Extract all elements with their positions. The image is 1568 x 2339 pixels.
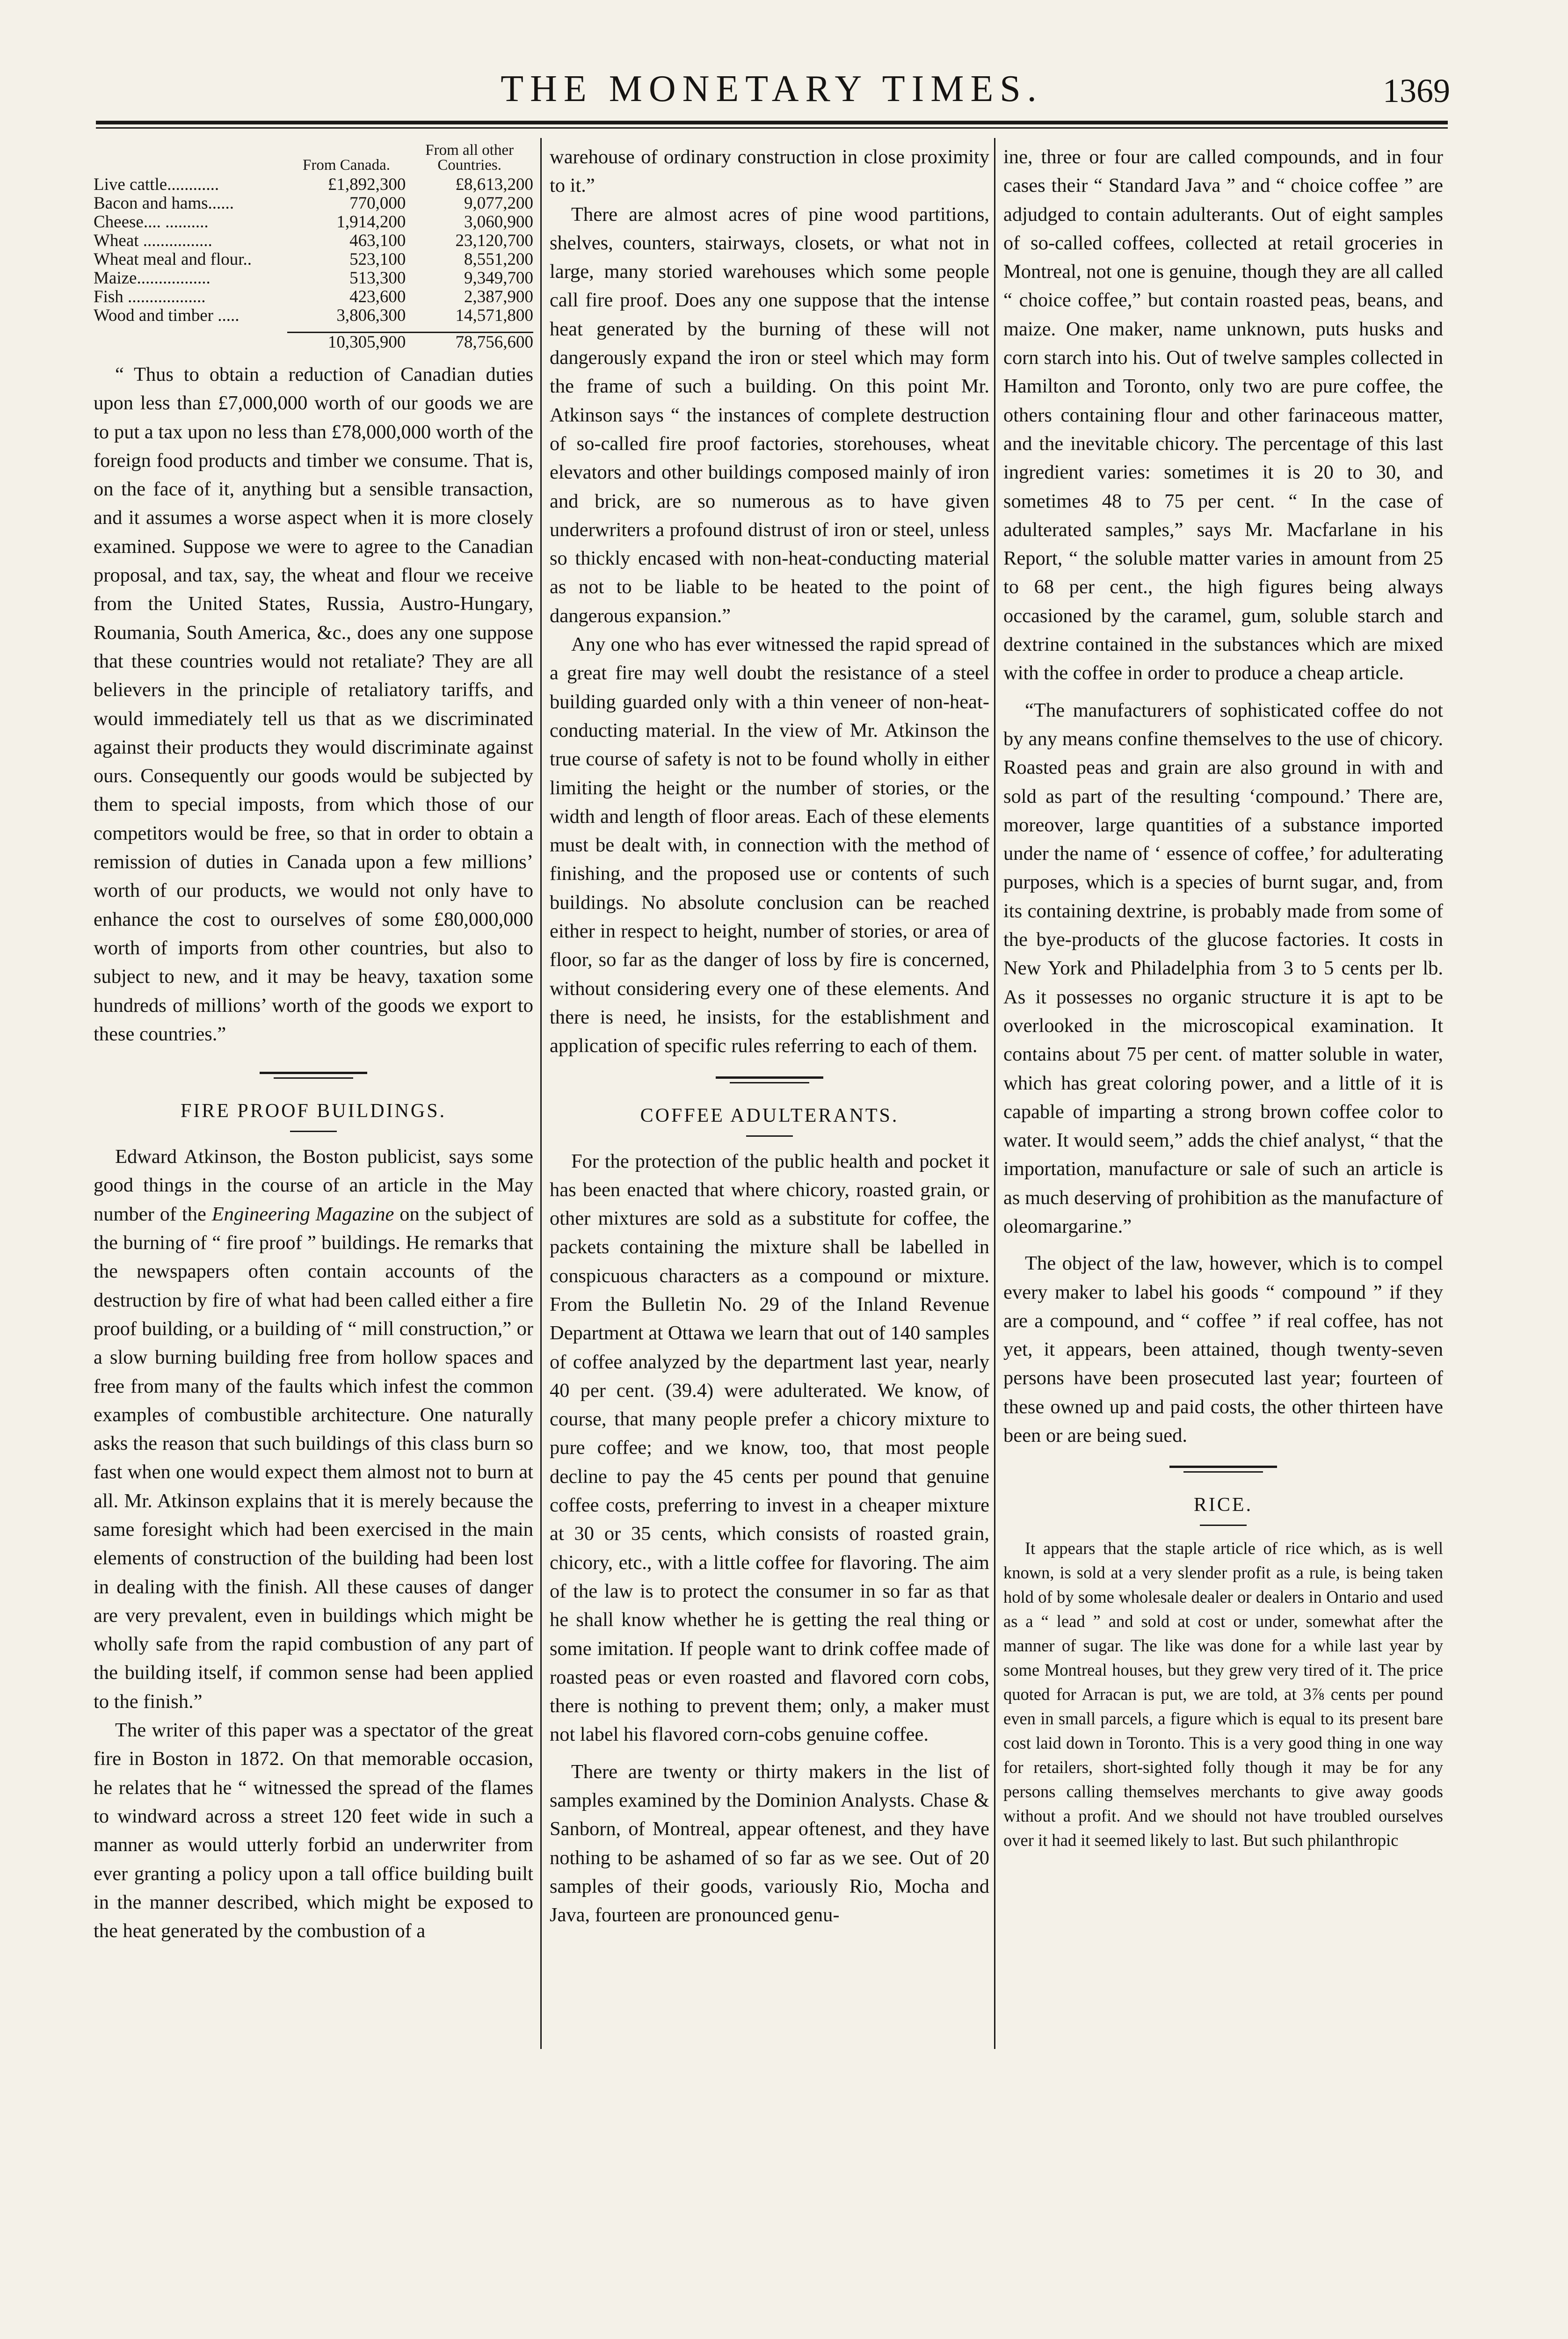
- section-heading-fire-proof: FIRE PROOF BUILDINGS.: [180, 1100, 447, 1122]
- trade-canada-value: 770,000: [349, 194, 406, 213]
- article-paragraph: It appears that the staple article of rice which, as is well known, is sold at a very slender profit as a rule, is being taken hold of by some wholesale dealer or dealers in Ontario and used as a “ lead ” and sold at cost or under, somewhat after the manner of sugar. The like was done for a while last year by some Montreal houses, but they grew very tired of it. The price quoted for Arracan is put, we are told, at 3⅞ cents per pound even in small parcels, a figure which is equal to its present bare cost laid down in Toronto. This is a very good thing in one way for retailers, short-sighted folly though it may be for any persons calling themselves merchants to give away goods without a profit. And we should not have troubled ourselves over it had it seemed likely to last. But such philanthropic: [1003, 1539, 1443, 1850]
- trade-all-value: 23,120,700: [455, 231, 533, 250]
- column-1: [94, 143, 533, 1945]
- article-paragraph: “ Thus to obtain a reduction of Canadian duties upon less than £7,000,000 worth of our goods we are to put a tax upon no less than £78,000,000 worth of the foreign food products and timber we consume. That is, on the face of it, anything but a sensible transaction, and it assumes a worse aspect when it is more closely examined. Suppose we were to agree to the Canadian proposal, and tax, say, the wheat and flour we receive from the United States, Russia, Austro-Hungary, Roumania, South America, &c., does any one suppose that these countries would not retaliate? They are all believers in the principle of retaliatory tariffs, and would immediately tell us that as we discriminated against their products they would discriminate against ours. Consequently our goods would be subjected by them to special imposts, from which those of our competitors would be free, so that in order to obtain a remission of duties in Canada upon a few millions’ worth of our products, we would not only have to enhance the cost to ourselves of some £80,000,000 worth of imports from other countries, but also to subject to new, and it may be heavy, taxation some hundreds of millions’ worth of the goods we export to these countries.”: [94, 363, 533, 1045]
- column-2: [550, 143, 989, 1930]
- text-run: Edward Atkinson, the Boston publicist, says some good things in the course of an article in the May number of the: [94, 1146, 533, 1225]
- trade-item: Fish ..................: [94, 287, 206, 306]
- article-paragraph: The writer of this paper was a spectator of the great fire in Boston in 1872. On that memorable occasion, he relates that he “ witnessed the spread of the flames to windward across a street 120 feet wide in such a manner as would utterly forbid an underwriter from ever granting a policy upon a tall office building built in the manner described, which might be exposed to the heat generated by the combustion of a: [94, 1719, 533, 1942]
- article-paragraph: [94, 1142, 533, 1716]
- trade-all-value: £8,613,200: [455, 175, 533, 194]
- trade-all-value: 9,349,700: [464, 269, 533, 288]
- table-row: [94, 288, 533, 306]
- trade-item: Cheese.... ..........: [94, 212, 209, 232]
- trade-item: Live cattle............: [94, 175, 219, 194]
- column-divider: [994, 138, 995, 2049]
- section-separator: [1003, 1461, 1443, 1480]
- section-separator: [550, 1072, 989, 1090]
- article-paragraph: The object of the law, however, which is to compel every maker to label his goods “ compound ” if they are a compound, and “ coffee ” if real coffee, has not yet, it appears, been attained, though twenty-seven persons have been prosecuted last year; fourteen of these owned up and paid costs, the other thirteen have been or are being sued.: [1003, 1252, 1443, 1447]
- article-paragraph: There are twenty or thirty makers in the list of samples examined by the Dominion Analysts. Chase & Sanborn, of Montreal, appear oftenest, and they have nothing to be ashamed of so far as we see. Out of 20 samples of their goods, variously Rio, Mocha and Java, fourteen are pronounced genu-: [550, 1760, 989, 1926]
- table-row: [94, 306, 533, 325]
- article-paragraph: “The manufacturers of sophisticated coffee do not by any means confine themselves to the use of chicory. Roasted peas and grain are also ground in with and sold as part of the resulting ‘compound.’ There are, moreover, large quantities of a substance imported under the name of ‘ essence of coffee,’ for adulterating purposes, which is a species of burnt sugar, and, from its containing dextrine, is probably made from some of the bye-products of the glucose factories. It costs in New York and Philadelphia from 3 to 5 cents per lb. As it possesses no organic structure it is apt to be overlooked in the microscopical examination. It contains about 75 per cent. of matter soluble in water, which has great coloring power, and a little of it is capable of imparting a strong brown coffee color to water. It would seem,” adds the chief analyst, “ that the importation, manufacture or sale of such an article is as much deserving of prohibition as the manufacture of oleomargarine.”: [1003, 699, 1443, 1237]
- column-3: [1003, 143, 1443, 1852]
- separator-rule: [260, 1072, 367, 1074]
- separator-rule: [274, 1077, 353, 1079]
- page-number: 1369: [1383, 72, 1450, 109]
- trade-table: [94, 143, 533, 352]
- separator-rule: [716, 1076, 823, 1079]
- masthead: [94, 65, 1450, 117]
- article-paragraph: There are almost acres of pine wood partitions, shelves, counters, stairways, closets, or what not in large, many storied warehouses which some people call fire proof. Does any one suppose that the intense heat generated by the burning of these will not dangerously expand the iron or steel which may form the frame of such a building. On this point Mr. Atkinson says “ the instances of complete destruction of so-called fire proof factories, storehouses, wheat elevators and other buildings composed mainly of iron and brick, are so numerous as to have given underwriters a profound distrust of iron or steel, unless so thickly encased with non-heat-conducting material as not to be liable to be heated to the point of dangerous expansion.”: [550, 203, 989, 627]
- masthead-title: THE MONETARY TIMES.: [501, 68, 1043, 109]
- trade-all-value: 3,060,900: [464, 212, 533, 232]
- section-separator: [94, 1067, 533, 1086]
- trade-item: Wheat ................: [94, 231, 212, 250]
- trade-item: Wood and timber .....: [94, 306, 240, 325]
- rice-article: [1003, 1536, 1443, 1852]
- table-row: [94, 194, 533, 213]
- trade-total-all: [406, 325, 533, 352]
- table-total-row: [94, 325, 533, 352]
- trade-canada-value: £1,892,300: [327, 175, 406, 194]
- trade-all-value: 8,551,200: [464, 250, 533, 269]
- article-paragraph: warehouse of ordinary construction in close proximity to it.”: [550, 146, 989, 197]
- table-row: [94, 250, 533, 269]
- text-run: on the subject of the burning of “ fire proof ” buildings. He remarks that the newspapers often contain accounts of the destruction by fire of what had been called either a fire proof building, or a building of “ mill construction,” or a slow burning building free from hollow spaces and free from many of the faults which infest the common examples of combustible architecture. One naturally asks the reason that such buildings of this class burn so fast when one would expect them almost not to burn at all. Mr. Atkinson explains that it is merely because the same foresight which had been exercised in the main elements of construction of the building had been lost in dealing with the finish. All these causes of danger are very prevalent, even in buildings which might be wholly safe from the rapid combustion of any part of the building itself, if common sense had been applied to the finish.”: [94, 1203, 533, 1713]
- trade-item: Maize.................: [94, 269, 211, 288]
- separator-rule: [1183, 1471, 1263, 1473]
- heading-underline: [290, 1131, 337, 1132]
- heading-underline: [1200, 1525, 1247, 1526]
- trade-canada-value: 423,600: [349, 287, 406, 306]
- trade-item: Wheat meal and flour..: [94, 250, 252, 269]
- column-divider: [540, 138, 542, 2049]
- trade-canada-value: 3,806,300: [336, 306, 406, 325]
- trade-total-label: [94, 325, 287, 352]
- trade-total-all-value: 78,756,600: [455, 333, 533, 352]
- trade-canada-value: 463,100: [349, 231, 406, 250]
- trade-all-value: 9,077,200: [464, 194, 533, 213]
- separator-rule: [730, 1082, 809, 1083]
- trade-total-canada: [287, 325, 406, 352]
- section-heading-rice: RICE.: [1193, 1494, 1253, 1516]
- publication-title: Engineering Magazine: [211, 1203, 394, 1225]
- article-paragraph: ine, three or four are called compounds, and in four cases their “ Standard Java ” and “ choice coffee ” are adjudged to contain adulterants. Out of eight samples of so-called coffees, collected at retail groceries in Montreal, not one is genuine, though they are all called “ choice coffee,” but contain roasted peas, beans, and maize. One maker, name unknown, puts husks and corn starch into his. Out of twelve samples collected in Hamilton and Toronto, only two are pure coffee, the others containing flour and other farinaceous matter, and the inevitable chicory. The percentage of this last ingredient varies: sometimes it is 20 to 30, and sometimes 48 to 75 per cent. “ In the case of adulterated samples,” says Mr. Macfarlane in his Report, “ the soluble matter varies in amount from 25 to 68 per cent., the high figures being always occasioned by the caramel, gum, soluble starch and dextrine contained in the substances which are mixed with the coffee in order to produce a cheap article.: [1003, 146, 1443, 684]
- table-row: [94, 175, 533, 194]
- trade-col-header-all: From all other Countries.: [425, 142, 514, 174]
- trade-canada-value: 523,100: [349, 250, 406, 269]
- table-row: [94, 213, 533, 232]
- masthead-rule-thick: [96, 121, 1448, 124]
- trade-col-header-canada: From Canada.: [303, 157, 390, 174]
- trade-canada-value: 1,914,200: [336, 212, 406, 232]
- table-row: [94, 232, 533, 250]
- article-paragraph: For the protection of the public health and pocket it has been enacted that where chicory, roasted grain, or other mixtures are sold as a substitute for coffee, the packets containing the mixture shall be labelled in conspicuous characters as a compound or mixture. From the Bulletin No. 29 of the Inland Revenue Department at Ottawa we learn that out of 140 samples of coffee analyzed by the department last year, nearly 40 per cent. (39.4) were adulterated. We know, of course, that many people prefer a chicory mixture to pure coffee; and we know, too, that most people decline to pay the 45 cents per pound that genuine coffee costs, preferring to invest in a cheaper mixture at 30 or 35 cents, which consists of roasted grain, chicory, etc., with a little coffee for flavoring. The aim of the law is to protect the consumer in so far as that he shall know whether he is getting the real thing or some imitation. If people want to drink coffee made of roasted peas or even roasted and flavored corn cobs, there is nothing to prevent them; only, a maker must not label his flavored corn-cobs genuine coffee.: [550, 1150, 989, 1746]
- trade-item: Bacon and hams......: [94, 194, 234, 213]
- trade-total-canada-value: 10,305,900: [327, 333, 406, 352]
- masthead-rule-thin: [96, 127, 1448, 129]
- trade-all-value: 14,571,800: [455, 306, 533, 325]
- separator-rule: [1169, 1466, 1277, 1468]
- trade-canada-value: 513,300: [349, 269, 406, 288]
- heading-underline: [746, 1135, 793, 1137]
- section-heading-coffee: COFFEE ADULTERANTS.: [640, 1104, 899, 1126]
- trade-all-value: 2,387,900: [464, 287, 533, 306]
- trade-table-corner: [94, 143, 287, 175]
- article-paragraph: Any one who has ever witnessed the rapid spread of a great fire may well doubt the resistance of a steel building guarded only with a thin veneer of non-heat-conducting material. In the view of Mr. Atkinson the true course of safety is not to be found wholly in either limiting the height or the number of stories, or the width and length of floor areas. Each of these elements must be dealt with, in connection with the method of finishing, and the proposed use or contents of such buildings. No absolute conclusion can be reached either in respect to height, number of stories, or area of floor, so far as the danger of loss by fire is concerned, without considering every one of these elements. And there is need, he insists, for the establishment and application of specific rules referring to each of them.: [550, 633, 989, 1057]
- table-row: [94, 269, 533, 288]
